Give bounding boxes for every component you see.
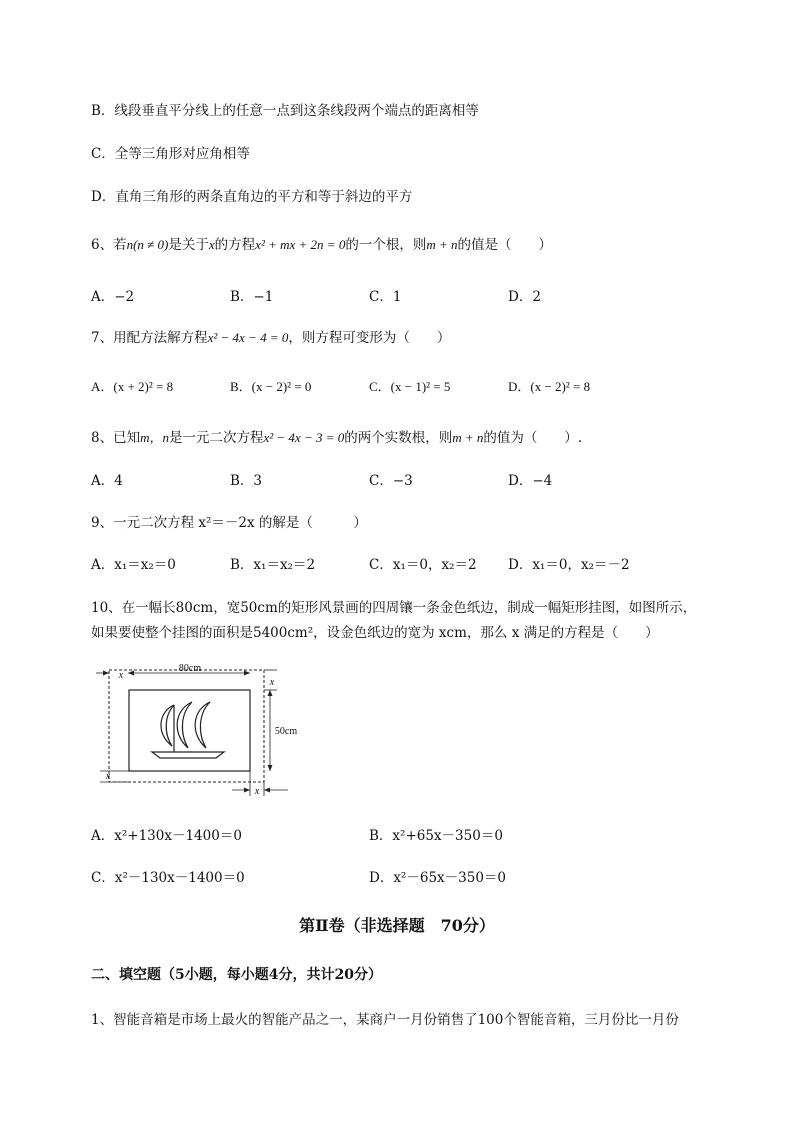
q7-option-a: A．(x + 2)² = 8: [91, 379, 174, 394]
q8-option-a: A．4: [91, 473, 123, 489]
q5-option-d: D．直角三角形的两条直角边的平方和等于斜边的平方: [91, 189, 413, 205]
q6-mid1: 是关于: [168, 237, 209, 253]
section2-heading: 二、填空题（5小题，每小题4分，共计20分）: [91, 967, 382, 983]
x-label-right: x: [269, 677, 275, 688]
height-label: 50cm: [274, 726, 298, 737]
q6-mid3: 的一个根，则: [345, 237, 427, 253]
q7-stem: [91, 326, 450, 346]
q7-option-b: B．(x − 2)² = 0: [230, 379, 312, 394]
q5-option-b: B．线段垂直平分线上的任意一点到这条线段两个端点的距离相等: [91, 103, 479, 119]
q6-mid2: 的方程: [214, 237, 256, 253]
q6-equation: x² + mx + 2n = 0: [255, 237, 346, 252]
q5-option-c: C．全等三角形对应角相等: [91, 146, 250, 162]
q9-option-c: C．x₁＝0，x₂＝2: [369, 557, 477, 573]
q8-suffix: 的值为（ ）.: [483, 430, 583, 446]
q8-vars: m，n: [140, 430, 169, 445]
q6-option-b: B．−1: [230, 289, 274, 305]
q8-expr: m + n: [452, 430, 484, 445]
boat-picture: [152, 702, 224, 758]
q7-option-c: C．(x − 1)² = 5: [369, 379, 451, 394]
q6-condition: n(n ≠ 0): [126, 237, 169, 252]
q7-prefix: 7、用配方法解方程: [91, 330, 208, 346]
q8-stem: [91, 426, 582, 446]
q10-option-a: A．x²+130x－1400＝0: [91, 828, 242, 844]
q6-option-c: C．1: [369, 289, 402, 305]
q6-option-a: A．−2: [91, 289, 135, 305]
q8-option-c: C．−3: [369, 473, 413, 489]
part2-title: 第Ⅱ卷（非选择题 70分）: [299, 916, 495, 935]
x-label-top-left: x: [118, 670, 124, 681]
q8-mid1: 是一元二次方程: [168, 430, 264, 446]
q8-prefix: 8、已知: [91, 430, 141, 446]
width-label: 80cm: [178, 663, 202, 674]
q6-stem: [91, 233, 552, 253]
q6-var: x: [208, 237, 215, 252]
q10-stem-line2: 如果要使整个挂图的面积是5400cm²，设金色纸边的宽为 xcm，那么 x 满足的方程是（ ）: [91, 625, 659, 641]
outer-frame: [109, 670, 264, 782]
q9-stem: 9、一元二次方程 x²＝－2x 的解是（ ）: [91, 515, 367, 531]
q8-mid2: 的两个实数根，则: [344, 430, 453, 446]
q9-option-d: D．x₁＝0，x₂＝－2: [508, 557, 630, 573]
q10-option-b: B．x²+65x－350＝0: [369, 828, 503, 844]
q8-equation: x² − 4x − 3 = 0: [263, 430, 345, 445]
q9-option-b: B．x₁＝x₂＝2: [230, 557, 316, 573]
q6-expr: m + n: [426, 237, 458, 252]
q10-option-d: D．x²－65x－350＝0: [369, 870, 506, 886]
q10-option-c: C．x²－130x－1400＝0: [91, 870, 245, 886]
x-label-bottom-right: x: [254, 786, 260, 797]
inner-painting: [129, 690, 250, 771]
x-label-bottom-left: x: [105, 771, 111, 782]
q8-option-d: D．−4: [508, 473, 553, 489]
q6-suffix: 的值是（ ）: [457, 237, 552, 253]
q6-prefix: 6、若: [91, 237, 127, 253]
q8-option-b: B．3: [230, 473, 263, 489]
q10-stem-line1: 10、在一幅长80cm，宽50cm的矩形风景画的四周镶一条金色纸边，制成一幅矩形挂图，如图所示，: [91, 600, 697, 616]
fill1-stem: 1、智能音箱是市场上最火的智能产品之一，某商户一月份销售了100个智能音箱，三月份比一月份: [91, 1012, 679, 1028]
q7-suffix: ，则方程可变形为（ ）: [288, 330, 451, 346]
q9-option-a: A．x₁＝x₂＝0: [91, 557, 176, 573]
q6-option-d: D．2: [508, 289, 541, 305]
q7-equation: x² − 4x − 4 = 0: [207, 330, 289, 345]
q7-option-d: D．(x − 2)² = 8: [508, 379, 591, 394]
q10-figure: [92, 660, 302, 800]
